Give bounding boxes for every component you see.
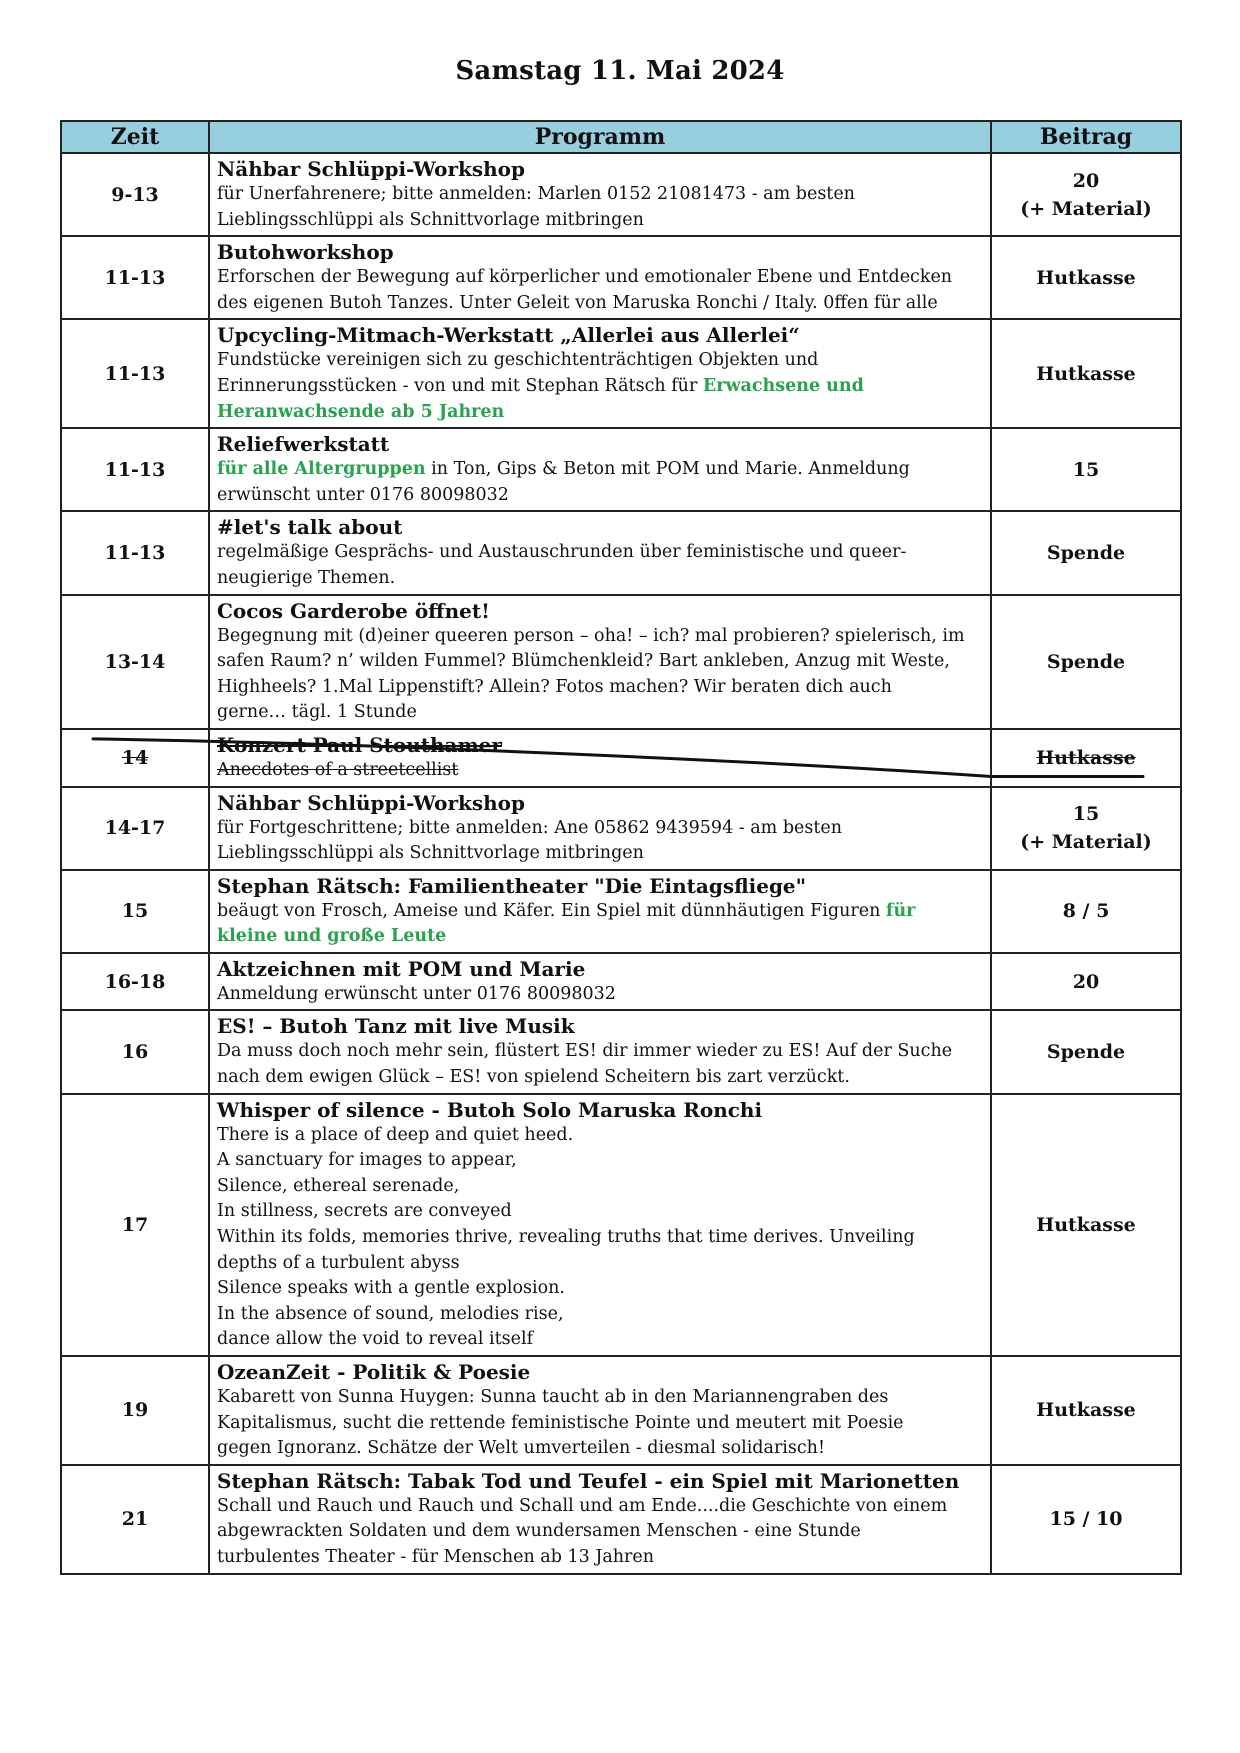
table-row — [61, 1010, 1181, 1093]
program-title: Stephan Rätsch: Familientheater "Die Eintagsfliege" — [217, 873, 807, 898]
program-description — [217, 899, 983, 950]
highlighted-text: Erwachsene und Heranwachsende ab 5 Jahren — [217, 375, 864, 422]
highlighted-text: für alle Altergruppen — [217, 459, 426, 480]
program-description — [217, 816, 983, 867]
table-row — [61, 319, 1181, 428]
program-description — [217, 540, 983, 591]
time-cell — [61, 787, 209, 870]
description-text: Schall und Rauch und Rauch und Schall und am Ende....die Geschichte von einem abgewrackten Soldaten und dem wundersamen Menschen - eine Stunde turbulentes Theater - für Menschen ab 13 Jahren — [217, 1495, 948, 1567]
time-cell — [61, 153, 209, 236]
fee-value: Hutkasse — [1036, 266, 1136, 289]
program-description — [217, 1123, 983, 1353]
fee-value: Hutkasse — [1036, 746, 1136, 769]
time-value: 14 — [121, 746, 149, 769]
time-cell — [61, 1356, 209, 1465]
table-row — [61, 236, 1181, 319]
time-value: 11-13 — [104, 362, 166, 385]
table-row — [61, 787, 1181, 870]
program-title: Reliefwerkstatt — [217, 432, 390, 457]
program-cell — [209, 1010, 991, 1093]
fee-cell — [991, 319, 1181, 428]
description-text: Da muss doch noch mehr sein, flüstert ES! dir immer wieder zu ES! Auf der Suche nach dem ewigen Glück – ES! von spielend Scheitern bis zart verzückt. — [217, 1041, 953, 1088]
program-title: Stephan Rätsch: Tabak Tod und Teufel - ein Spiel mit Marionetten — [217, 1468, 960, 1493]
program-description — [217, 265, 983, 316]
fee-value: Spende — [1046, 650, 1126, 673]
fee-cell — [991, 153, 1181, 236]
table-body — [61, 153, 1181, 1574]
program-cell — [209, 787, 991, 870]
description-text: Anmeldung erwünscht unter 0176 80098032 — [217, 983, 616, 1004]
program-title: Cocos Garderobe öffnet! — [217, 598, 490, 623]
program-description — [217, 1385, 983, 1462]
fee-value: 20 (+ Material) — [1020, 169, 1152, 220]
description-text: in Ton, Gips & Beton mit POM und Marie. Anmeldung erwünscht unter 0176 80098032 — [217, 459, 910, 505]
program-cell — [209, 1356, 991, 1465]
time-cell — [61, 428, 209, 511]
fee-value: 15 — [1072, 458, 1100, 481]
description-text: There is a place of deep and quiet heed. A sanctuary for images to appear, Silence, ethereal serenade, In stillness, secrets are conveyed Within its folds, memories thrive, revealing truths that time derives. Unveiling depths of a turbulent abyss Silence speaks with a gentle explosion. In the absence of sound, melodies rise, dance allow the void to reveal itself — [217, 1124, 915, 1350]
program-cell — [209, 428, 991, 511]
program-cell — [209, 595, 991, 729]
description-text: regelmäßige Gesprächs- und Austauschrunden über feministische und queer- neugierige Themen. — [217, 542, 907, 588]
time-cell — [61, 1465, 209, 1574]
time-cell — [61, 870, 209, 953]
time-cell — [61, 1010, 209, 1093]
fee-cell — [991, 953, 1181, 1011]
table-header-row — [61, 121, 1181, 153]
table-row — [61, 511, 1181, 594]
program-title: Butohworkshop — [217, 240, 394, 265]
program-cell — [209, 511, 991, 594]
fee-cell — [991, 1094, 1181, 1356]
program-description — [217, 348, 983, 425]
table-row — [61, 595, 1181, 729]
time-value: 21 — [121, 1508, 149, 1531]
time-cell — [61, 319, 209, 428]
description-text: für Fortgeschrittene; bitte anmelden: Ane 05862 9439594 - am besten Lieblingsschlüppi als Schnittvorlage mitbringen — [217, 817, 843, 864]
program-title: #let's talk about — [217, 515, 403, 540]
program-title: Konzert Paul Stouthamer — [217, 732, 502, 757]
program-cell — [209, 729, 991, 787]
description-text: Fundstücke vereinigen sich zu geschichtenträchtigen Objekten und Erinnerungsstücken - von und mit Stephan Rätsch für — [217, 350, 819, 396]
description-text: beäugt von Frosch, Ameise und Käfer. Ein Spiel mit dünnhäutigen Figuren — [217, 900, 886, 921]
table-row — [61, 1356, 1181, 1465]
program-title: Upcycling-Mitmach-Werkstatt „Allerlei aus Allerlei“ — [217, 323, 800, 348]
fee-cell — [991, 428, 1181, 511]
time-value: 14-17 — [104, 817, 166, 840]
table-row — [61, 953, 1181, 1011]
description-text: Anecdotes of a streetcellist — [217, 759, 459, 780]
time-cell — [61, 1094, 209, 1356]
time-value: 9-13 — [111, 183, 159, 206]
description-text: Erforschen der Bewegung auf körperlicher und emotionaler Ebene und Entdecken des eigenen Butoh Tanzes. Unter Geleit von Maruska Ronchi / Italy. 0ffen für alle — [217, 267, 953, 313]
program-title: Nähbar Schlüppi-Workshop — [217, 157, 525, 181]
time-cell — [61, 595, 209, 729]
program-title: OzeanZeit - Politik & Poesie — [217, 1360, 531, 1384]
fee-cell — [991, 1465, 1181, 1574]
header-program: Programm — [209, 121, 991, 153]
fee-value: Hutkasse — [1036, 1399, 1136, 1422]
table-row-cancelled — [61, 729, 1181, 787]
time-value: 15 — [121, 900, 149, 923]
program-title: Aktzeichnen mit POM und Marie — [217, 956, 586, 981]
description-text: Begegnung mit (d)einer queeren person – oha! – ich? mal probieren? spielerisch, im safen Raum? n’ wilden Fummel? Blümchenkleid? Bart ankleben, Anzug mit Weste, Highheels? 1.Mal Lippenstift? Allein? Fotos machen? Wir beraten dich auch gerne… tägl. 1 Stunde — [217, 625, 965, 723]
program-title: Nähbar Schlüppi-Workshop — [217, 790, 525, 815]
table-row — [61, 870, 1181, 953]
highlighted-text: für kleine und große Leute — [217, 900, 916, 947]
table-row — [61, 1094, 1181, 1356]
time-value: 11-13 — [104, 266, 166, 289]
header-time: Zeit — [61, 121, 209, 153]
table-row — [61, 153, 1181, 236]
description-text: für Unerfahrenere; bitte anmelden: Marlen 0152 21081473 - am besten Lieblingsschlüppi als Schnittvorlage mitbringen — [217, 184, 855, 230]
fee-value: Hutkasse — [1036, 362, 1136, 385]
fee-cell — [991, 236, 1181, 319]
fee-cell — [991, 870, 1181, 953]
program-cell — [209, 319, 991, 428]
fee-value: 15 / 10 — [1049, 1508, 1123, 1531]
program-cell — [209, 870, 991, 953]
program-cell — [209, 1465, 991, 1574]
program-cell — [209, 1094, 991, 1356]
fee-value: Spende — [1046, 541, 1126, 564]
program-description — [217, 457, 983, 508]
program-description — [217, 1039, 983, 1090]
fee-cell — [991, 729, 1181, 787]
time-value: 19 — [121, 1399, 149, 1422]
program-table — [60, 120, 1182, 1575]
fee-cell — [991, 787, 1181, 870]
program-description — [217, 982, 983, 1008]
table-row — [61, 428, 1181, 511]
time-value: 16 — [121, 1041, 149, 1064]
program-cell — [209, 236, 991, 319]
header-fee: Beitrag — [991, 121, 1181, 153]
fee-value: 20 — [1072, 970, 1100, 993]
program-title: ES! – Butoh Tanz mit live Musik — [217, 1014, 575, 1039]
fee-value: 15 (+ Material) — [1020, 803, 1152, 854]
fee-cell — [991, 511, 1181, 594]
table-row — [61, 1465, 1181, 1574]
fee-value: Hutkasse — [1036, 1213, 1136, 1236]
page-title: Samstag 11. Mai 2024 — [455, 56, 785, 86]
program-cell — [209, 953, 991, 1011]
program-title: Whisper of silence - Butoh Solo Maruska Ronchi — [217, 1097, 763, 1122]
time-value: 11-13 — [104, 541, 166, 564]
time-cell — [61, 953, 209, 1011]
program-description — [217, 182, 983, 233]
time-value: 16-18 — [104, 970, 166, 993]
program-description — [217, 1494, 983, 1571]
time-cell — [61, 511, 209, 594]
fee-cell — [991, 1356, 1181, 1465]
fee-value: 8 / 5 — [1062, 900, 1110, 923]
program-description — [217, 624, 983, 726]
fee-cell — [991, 1010, 1181, 1093]
time-cell — [61, 729, 209, 787]
time-cell — [61, 236, 209, 319]
program-description — [217, 758, 983, 784]
fee-value: Spende — [1046, 1041, 1126, 1064]
description-text: Kabarett von Sunna Huygen: Sunna taucht ab in den Mariannengraben des Kapitalismus, sucht die rettende feministische Pointe und meutert mit Poesie gegen Ignoranz. Schätze der Welt umverteilen - diesmal solidarisch! — [217, 1387, 904, 1459]
fee-cell — [991, 595, 1181, 729]
time-value: 11-13 — [104, 458, 166, 481]
time-value: 17 — [121, 1213, 149, 1236]
time-value: 13-14 — [104, 650, 166, 673]
program-cell — [209, 153, 991, 236]
